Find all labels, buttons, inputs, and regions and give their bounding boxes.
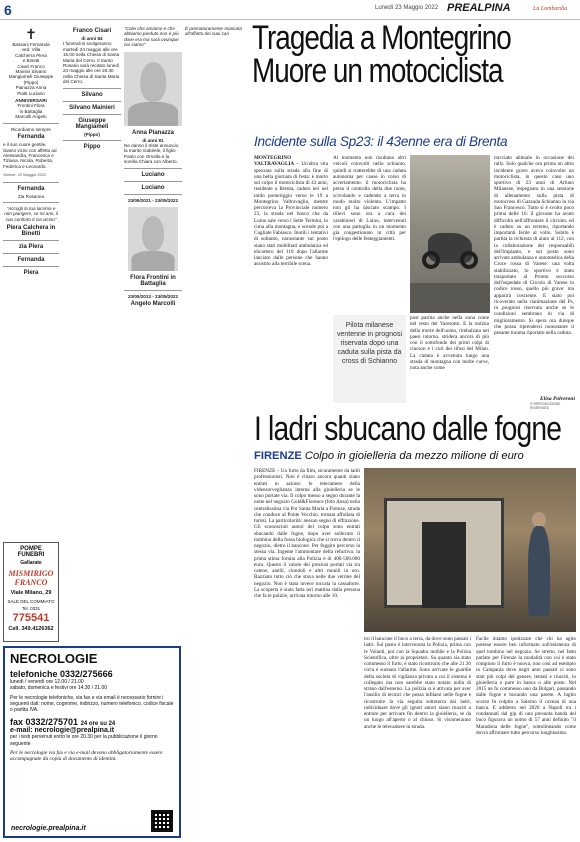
divider <box>63 140 121 141</box>
obituary-index-column <box>3 26 59 536</box>
necrologie-box <box>3 646 181 838</box>
divider <box>3 240 59 241</box>
divider <box>63 88 121 89</box>
ad-cell: Cell. 349.4126362 <box>8 626 54 632</box>
obituary-name: Anna Pianazza <box>131 129 174 136</box>
obituary-name: Silvano <box>81 91 103 98</box>
article1-body-col1 <box>254 155 328 403</box>
family-name: Piatti Luciano <box>17 90 45 96</box>
obituary-age: di anni 91 <box>142 137 164 143</box>
divider <box>3 182 59 183</box>
obituary-name: Piera Calchera in Binetti <box>6 225 56 238</box>
article2-location: FIRENZE <box>254 450 302 462</box>
obituary-sub: (Pippo) <box>84 131 100 137</box>
article1-headline: Tragedia a Montegrino Muore un motociclista <box>252 19 511 90</box>
article1-author: Elisa Polveroni <box>540 396 575 402</box>
ad-line: Tel. 0331 <box>21 606 41 611</box>
article1-text: – Un'altra vita spezzata sulla strada alla fine di una bella giornata di festa: è morto sul colpo il motociclista di 43 anni, residente a Brenta, caduto ieri nel tardo pomeriggio verso le 19 a Montegrino Valtravaglia, mentre percorreva la Provinciale numero 23, la strada nel bosco che da Luino sale verso i Sette Termini, in cima alla montagna, e scende poi a Cugliate Fabiasco. Inutili i tentativi di soltanto, nonostante sul posto siano stati mobilitati ambulanza ed elicottero del 118 dopo l'allarme lanciato dalle persone che hanno assistito alla terribile scena. <box>254 161 328 268</box>
divider <box>63 114 121 115</box>
article1-subhead: Incidente sulla Sp23: il 43enne era di Brenta <box>254 134 508 149</box>
divider <box>3 253 59 254</box>
obituary-text: e il suo cuore gentile. Siamo vicini con affetto ad Alessandra, Francesca e Tiziana. Nicola, Roberta, Federica e Leonardo. <box>3 142 57 169</box>
divider <box>124 290 182 291</box>
obituary-name: Angelo Marcolli <box>130 301 176 308</box>
necrologie-id-note: Per le necrologie via fax e via e-mail devono obbligatoriamente essere accompagnate da copia di documento di identità. <box>10 750 163 763</box>
obituary-name: Luciano <box>141 184 165 191</box>
page-number: 6 <box>4 2 12 18</box>
family-name: Pianazza Anna <box>15 85 47 91</box>
obituary-name: Giuseppe Mangiameli <box>75 117 109 130</box>
family-name: ved. Villa <box>21 47 41 53</box>
obituary-sub: Zia Rosanna <box>17 193 45 199</box>
family-list <box>3 42 59 96</box>
necrologie-hours: sabato, domenica e festivi ore 14.30 / 21.00 <box>10 685 108 692</box>
anniversari-name: Marcolli Angelo <box>15 114 47 120</box>
obituary-footer: Varese, 22 Maggio 2022 <box>3 172 47 178</box>
article1-lead: MONTEGRINO VALTRAVAGLIA <box>254 155 295 168</box>
qr-code-icon[interactable] <box>151 810 173 832</box>
ad-line: POMPE <box>20 546 42 552</box>
ad-brand: MISMIRIGO FRANCO <box>8 569 54 587</box>
anniversary-dates: 23/05/2021 - 23/05/2022 <box>127 197 179 203</box>
divider <box>124 181 182 182</box>
obituary-quote: "Accogli la tua lacrima e non piangere, se mi ami, il suo conforto ti sia vicino" <box>4 205 58 222</box>
portrait-photo <box>128 207 178 271</box>
necrologie-note: Per le necrologie telefoniche, via fax e via email è necessario fornire i seguenti dati: nome, cognome, indirizzo, numero telefonico, codice fiscale o partita IVA. <box>10 694 174 714</box>
obituary-text: Ne danno il triste annuncio la marito Gabriele, il figlio Paolo con Ornella e la sorella Chiara con Alberto. <box>124 143 179 165</box>
portrait-photo <box>124 52 182 126</box>
page-date: Lunedì 23 Maggio 2022 <box>375 5 439 11</box>
family-name: Mainini Silvano <box>15 69 47 75</box>
page-header <box>0 0 580 20</box>
divider <box>3 123 59 124</box>
ad-line: SALE DEL COMMIATO <box>7 599 55 604</box>
necrologie-site-link[interactable]: necrologie.prealpina.it <box>11 825 86 832</box>
cross-icon: ✝ <box>25 26 37 42</box>
article1-pullquote: Pilota milanese ventenne in prognosi riservata dopo una caduta sulla pista da cross di Schianno <box>333 315 406 403</box>
ad-phone: 775541 <box>12 612 50 624</box>
obituary-intro: Ricordiamo sempre <box>11 126 51 132</box>
ad-line: FUNEBRI <box>17 552 45 558</box>
obituary-name: Fernanda <box>17 185 45 192</box>
necrologie-email-sub: per i testi pervenuti entro le ore 20.30 per la pubblicazione il giorno seguente <box>10 734 158 747</box>
obituary-text: È prematuramente mancata all'affetto dei suoi cari <box>185 26 242 37</box>
family-name: e Binetti <box>22 58 40 64</box>
divider <box>63 101 121 102</box>
obituary-quote: "Colei che amiamo e che abbiamo perduto non è più dove era ma sarà ovunque noi siamo" <box>124 26 179 48</box>
obituary-text: I funerali si svolgeranno martedì 24 maggio alle ore 15.00 nella Chiesa di Santa Maria del Cerro. Il Santo Rosario sarà recitato lunedì 23 maggio alle ore 20.30 nella Chiesa di Santa Maria del Cerro. <box>63 41 120 85</box>
necrologie-fax: fax 0332/275701 <box>10 717 79 728</box>
obituary-name: Flora Frontini in Battaglia <box>130 275 176 288</box>
article1-body-col3: post partita anche nella zona come nel resto del Varesotto. E la notizia della morte dell'uomo, rimbalzata nei paesi intorno, striderà ancora di più con il sottofondo dei primi colpi di clacson e i cori dei tifosi del Milan. La caduta è avvenuta lungo una strada di montagna con molte curve, nota anche come <box>410 315 489 371</box>
anniversari-name: Frontini Flora <box>17 103 45 109</box>
article2-body-col1: FIRENZE – Un furto da film, sicuramente da ladri professionisti. Non è chiaro ancora quanti siano entrati in azione: le telecamere della videosorveglianza interna alla gioielleria se le sono portate via. Il colpo messo a segno durante la notte nel negozio Gold&Fiorence (foto Ansa) nella centralissima via Por Santa Maria a Firenze, strada che conduce al Ponte Vecchio, tornata affollata di turisti. La particolarità: nessun segno di effrazione. Gli sconosciuti autori del colpo sono entrati sbucando dalle fogne, dopo aver sollevato il tombino della fossa biologica che si trova dentro il negozio, dietro il bancone. Per fuggire percorso la stessa via. Ingente l'ammontare della refurtiva: la prima stima fornita alla Polizia è di 400-500.000 euro. Questo il valore dei preziosi portati via tra catene, anelli, ciondoli e altri monili in oro. Razziato tutto ciò che stava nelle due vetrine del negozio. Non è stata invece toccata la cassaforte. La scoperta è stata fatta ieri mattina dalla persona che fa le pulizie, arrivata intorno alle 10. <box>254 468 360 599</box>
obituary-name: zia Piera <box>18 244 44 251</box>
obituary-age: di anni 84 <box>81 36 103 41</box>
family-name: Calcherra Piera <box>15 52 47 58</box>
obituary-name: Fernanda <box>17 257 45 264</box>
family-name: (Pippo) <box>23 79 39 85</box>
obituary-name: Franco Cisari <box>72 28 112 34</box>
necrologie-fax-sub: 24 ore su 24 <box>80 721 116 728</box>
brand-logo: PREALPINA <box>447 2 511 14</box>
obituary-name: Luciano <box>141 171 165 178</box>
ad-address: Viale Milano, 29 <box>10 590 52 596</box>
necrologie-email: e-mail: necrologie@prealpina.it <box>10 727 115 735</box>
obituary-name: Pippo <box>83 144 101 151</box>
article2-body-col3: Facile intanto ipotizzare che chi ha agito potesse essere ben informato sull'esistenza di quel tombino nel negozio. Se stretto, nel fatto parlato per Firenze la modalità con cui è stato compiuto il furto è nuova, non così ad esempio in Campania dove negli anni passati ci sono stati più colpi del genere, tentati e riusciti, in gioielleria o pure in banca o alle poste. Nel 2015 ne fu commesso uno da Bulgari, passando dalle fogne e bucando una parete. A luglio scorso fu colpito a Salerno il caveau di una banca. E addietro nel 2020 a Napoli tra i condannati dal gip di una presunta banda del buco figurava un uomo di 57 anni definito "il Maradona delle fogne", sottolineando come dovrà affrontare tutto percorso lunghissimo. <box>476 636 576 736</box>
family-name: Bassani Fernanda <box>12 42 50 47</box>
brand-suffix: La Lombardia <box>533 6 568 12</box>
accident-photo <box>410 155 490 313</box>
obituary-name: Silvano Mainieri <box>69 104 115 111</box>
article1-rights: © RIPRODUZIONE RISERVATA <box>530 402 561 410</box>
anniversary-dates: 23/05/2013 - 23/05/2022 <box>127 294 179 300</box>
anniversari-title: ANNIVERSARI <box>15 98 47 104</box>
obituary-name: Fernanda <box>17 134 45 141</box>
family-name: Mangiameli Giuseppe <box>8 74 54 80</box>
article2-subhead-row <box>254 450 576 462</box>
necrologie-title: NECROLOGIE <box>10 651 98 666</box>
necrologie-tel-label: telefoniche <box>10 669 58 679</box>
obituary-column-4 <box>185 26 243 836</box>
ad-line: Gallarate <box>20 560 42 566</box>
divider <box>124 194 182 195</box>
funeral-home-ad <box>3 542 59 642</box>
necrologie-hours: lunedì / venerdì ore 12.00 / 21.00 <box>10 679 84 685</box>
article2-body-col2: tro il bancone il buco a terra, da dove sono passati i ladri. Sul posto è intervenuta la Polizia, prima con le Volanti, poi con la Squadra mobile e la Polizia Scientifica, oltre ai proprietari. Su quanto sia stato commesso il furto, è stato ricostruito che alle 21.30 circa è suonato l'allarme. Sono arrivate le guardie della società di vigilanza privata a cui il sistema è collegato ma non sarebbe stato notato nulla di strano dall'esterno. La polizia si è attivata per aver l'ausilio di tecnici che possa infilarsi nelle fogne e ricostruire la via seguita sottoterra dai ladri, individuare dove gli ignoti autori siano riusciti a entrare per arrivare fin dentro la gioielleria, se da un luogo all'aperto o al chiuso. Si visioneranno anche le telecamere in strada. <box>364 636 471 730</box>
divider <box>124 168 182 169</box>
article2-subhead: Colpo in gioielleria da mezzo milione di euro <box>304 450 524 462</box>
divider <box>3 202 59 203</box>
family-name: Cisari Franco <box>17 63 45 69</box>
article2-headline: I ladri sbucano dalle fogne <box>254 410 562 448</box>
article1-body-col2: Al momento non risultano altri veicoli coinvolti nello schianto, quindi si tratterebbe di una caduta autonoma per cause in corso di accertamento: il motociclista ha perso il controllo della due ruote, scivolando e cadendo a terra in modo molto violento. L'impatto non gli ha lasciato scampo. I rilievi sono ora a cura dei carabinieri di Luino, intervenuti con una pattuglia in un momento già congestionato in città per l'epilogo delle festeggiamenti. <box>333 155 406 243</box>
obituary-name: Piera <box>23 270 39 277</box>
anniversari-name: in Battaglia <box>19 108 43 114</box>
divider <box>3 266 59 267</box>
article1-body-col4: tracciato abituale in occasione dei rally. Solo qualche ora prima un altro incidente grave aveva coinvolto un motociclista, in questo caso uno sportivo di 23 anni di Arluno Milanese, impegnato in una sessione di allenamento sulla pista di motocross di Gazzada Schianno in via San Francesco. Tutto si è svolto poco prima delle 16: il giovane ha avuto difficoltà nell'affrontare il circuito, ed è caduto su un terreno, riportando importanti ferite al volto. Subito è partita la richiesta di aiuto al 112, con la collaborazione dei responsabili dell'impianto, e sul posto sono arrivate ambulanza e automedica della Croce rossa di Varese: una volta stabilizzato, lo sportivo è stato trasportato al Pronto soccorso dell'ospedale di Circolo di Varese in codice rosso, quello più grave: ma apparirà cosciente. E stato poi ricoverato nella rianimazione del Ps, in prognosi riservata anche se le condizioni sembrano in via di miglioramento. Si spera ora dunque che possa riprendersi nonostante il pesante trauma riportato nella caduta. <box>494 155 574 336</box>
jewelry-shop-photo <box>364 468 576 632</box>
necrologie-phone: 0332/275666 <box>60 669 113 679</box>
